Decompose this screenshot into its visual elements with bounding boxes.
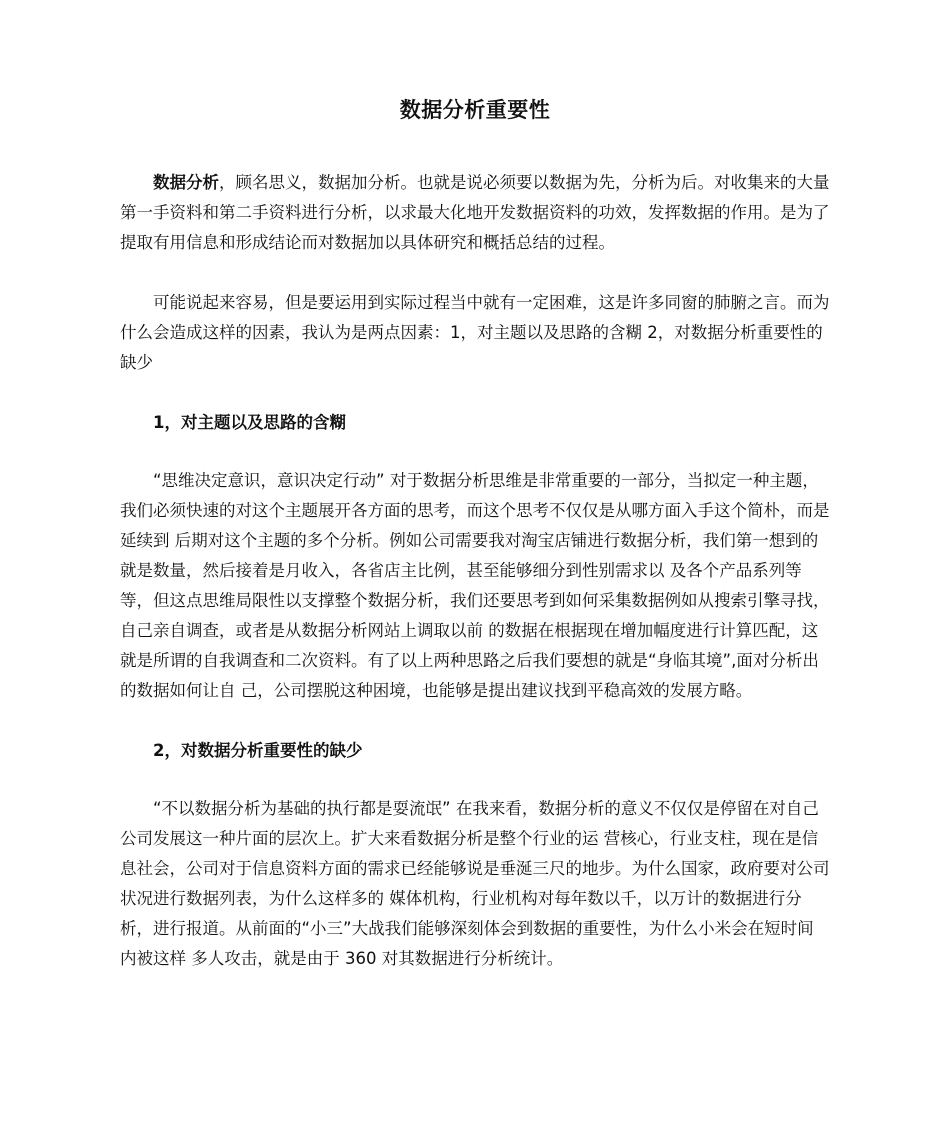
section-1-body: “思维决定意识，意识决定行动” 对于数据分析思维是非常重要的一部分，当拟定一种主题，我们必须快速的对这个主题展开各方面的思考，而这个思考不仅仅是从哪方面入手这个简朴，而是延续到 后期对这个主题的多个分析。例如公司需要我对淘宝店铺进行数据分析，我们第一想到的就是数量，然后接着是月收入，各省店主比例，甚至能够细分到性别需求以 及各个产品系列等等，但这点思维局限性以支撑整个数据分析，我们还要思考到如何采集数据例如从搜索引擎寻找，自己亲自调查，或者是从数据分析网站上调取以前 的数据在根据现在增加幅度进行计算匹配，这就是所谓的自我调查和二次资料。有了以上两种思路之后我们要想的就是“身临其境”,面对分析出的数据如何让自 己，公司摆脱这种困境，也能够是提出建议找到平稳高效的发展方略。 — [120, 471, 830, 700]
paragraph-2: 可能说起来容易，但是要运用到实际过程当中就有一定困难，这是许多同窗的肺腑之言。而为什么会造成这样的因素，我认为是两点因素：1，对主题以及思路的含糊 2，对数据分析重要性的缺少 — [120, 293, 830, 372]
section-2-body: “不以数据分析为基础的执行都是耍流氓” 在我来看，数据分析的意义不仅仅是停留在对自己公司发展这一种片面的层次上。扩大来看数据分析是整个行业的运 营核心，行业支柱，现在是信息社会，公司对于信息资料方面的需求已经能够说是垂涎三尺的地步。为什么国家，政府要对公司状况进行数据列表，为什么这样多的 媒体机构，行业机构对每年数以千，以万计的数据进行分析，进行报道。从前面的“小三”大战我们能够深刻体会到数据的重要性，为什么小米会在短时间内被这样 多人攻击，就是由于 360 对其数据进行分析统计。 — [120, 799, 830, 968]
section-1-heading: 1，对主题以及思路的含糊 — [153, 413, 346, 432]
spacer — [120, 258, 830, 288]
document-title: 数据分析重要性 — [399, 98, 551, 122]
spacer — [120, 766, 830, 794]
spacer — [120, 706, 830, 736]
spacer — [120, 378, 830, 408]
intro-bold-lead: 数据分析 — [153, 173, 219, 192]
intro-paragraph — [120, 168, 830, 258]
intro-text: ，顾名思义，数据加分析。也就是说必须要以数据为先，分析为后。对收集来的大量第一手资料和第二手资料进行分析，以求最大化地开发数据资料的功效，发挥数据的作用。是为了提取有用信息和形成结论而对数据加以具体研究和概括总结的过程。 — [120, 173, 830, 252]
spacer — [120, 438, 830, 466]
section-2-heading: 2，对数据分析重要性的缺少 — [153, 741, 363, 760]
